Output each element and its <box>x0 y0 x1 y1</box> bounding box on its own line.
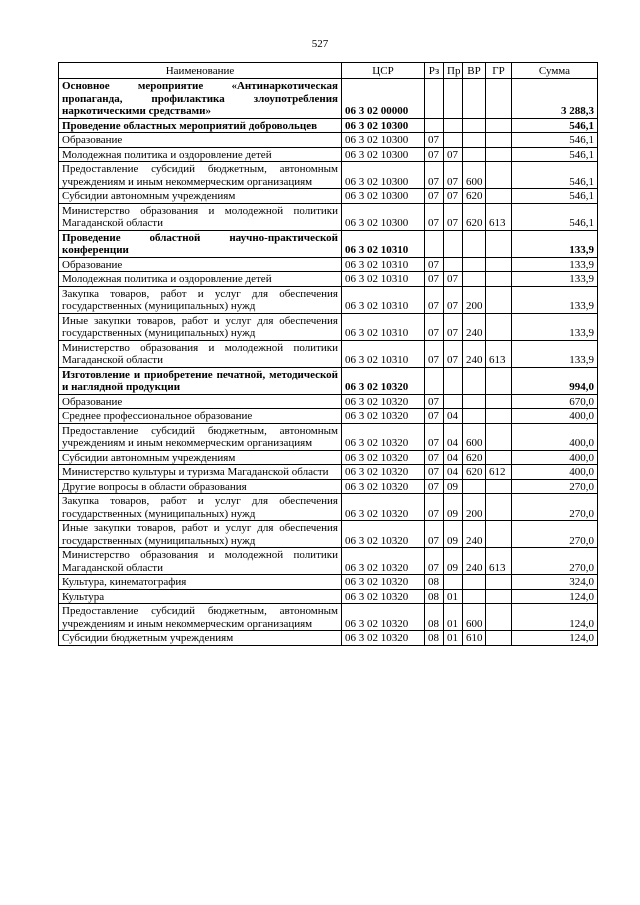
cell-pr: 09 <box>444 521 463 548</box>
cell-csr: 06 3 02 10310 <box>342 257 425 272</box>
cell-rz: 07 <box>425 189 444 204</box>
table-row <box>59 203 598 230</box>
cell-csr: 06 3 02 10320 <box>342 409 425 424</box>
cell-gr <box>486 118 512 133</box>
cell-name: Проведение областных мероприятий добровольцев <box>59 118 342 133</box>
table-row <box>59 162 598 189</box>
cell-csr: 06 3 02 10300 <box>342 133 425 148</box>
cell-gr <box>486 409 512 424</box>
table-row <box>59 465 598 480</box>
header-rz: Рз <box>425 63 444 79</box>
cell-rz <box>425 79 444 119</box>
cell-gr <box>486 394 512 409</box>
cell-gr <box>486 450 512 465</box>
cell-sum: 546,1 <box>512 147 598 162</box>
cell-rz <box>425 230 444 257</box>
cell-sum: 133,9 <box>512 340 598 367</box>
header-gr: ГР <box>486 63 512 79</box>
cell-gr <box>486 313 512 340</box>
cell-pr: 01 <box>444 604 463 631</box>
cell-gr <box>486 631 512 646</box>
cell-name: Субсидии автономным учреждениям <box>59 450 342 465</box>
cell-name: Образование <box>59 133 342 148</box>
table-row <box>59 79 598 119</box>
cell-gr: 613 <box>486 340 512 367</box>
cell-name: Образование <box>59 257 342 272</box>
cell-pr <box>444 133 463 148</box>
cell-pr: 01 <box>444 589 463 604</box>
table-row <box>59 313 598 340</box>
cell-vr: 620 <box>463 189 486 204</box>
cell-csr: 06 3 02 10310 <box>342 230 425 257</box>
cell-pr <box>444 118 463 133</box>
table-row <box>59 631 598 646</box>
cell-sum: 133,9 <box>512 257 598 272</box>
table-row <box>59 575 598 590</box>
cell-name: Культура, кинематография <box>59 575 342 590</box>
cell-sum: 270,0 <box>512 479 598 494</box>
cell-gr <box>486 257 512 272</box>
table-row <box>59 521 598 548</box>
cell-vr: 620 <box>463 450 486 465</box>
table-row <box>59 450 598 465</box>
header-vr: ВР <box>463 63 486 79</box>
cell-pr <box>444 79 463 119</box>
cell-rz: 07 <box>425 394 444 409</box>
cell-pr: 07 <box>444 272 463 287</box>
cell-csr: 06 3 02 10320 <box>342 394 425 409</box>
cell-csr: 06 3 02 10300 <box>342 189 425 204</box>
cell-vr <box>463 79 486 119</box>
cell-vr: 620 <box>463 203 486 230</box>
cell-gr <box>486 423 512 450</box>
cell-name: Закупка товаров, работ и услуг для обеспечения государственных (муниципальных) нужд <box>59 286 342 313</box>
cell-name: Проведение областной научно-практической конференции <box>59 230 342 257</box>
cell-sum: 3 288,3 <box>512 79 598 119</box>
cell-sum: 546,1 <box>512 162 598 189</box>
cell-pr: 07 <box>444 162 463 189</box>
table-row <box>59 394 598 409</box>
cell-sum: 546,1 <box>512 189 598 204</box>
cell-pr <box>444 394 463 409</box>
cell-gr <box>486 147 512 162</box>
cell-csr: 06 3 02 10320 <box>342 604 425 631</box>
cell-name: Среднее профессиональное образование <box>59 409 342 424</box>
cell-sum: 133,9 <box>512 230 598 257</box>
cell-csr: 06 3 02 10310 <box>342 313 425 340</box>
cell-csr: 06 3 02 10320 <box>342 548 425 575</box>
table-row <box>59 147 598 162</box>
cell-rz: 07 <box>425 423 444 450</box>
cell-csr: 06 3 02 10310 <box>342 272 425 287</box>
cell-csr: 06 3 02 00000 <box>342 79 425 119</box>
cell-pr: 04 <box>444 450 463 465</box>
cell-rz: 07 <box>425 133 444 148</box>
cell-pr: 07 <box>444 313 463 340</box>
cell-sum: 546,1 <box>512 118 598 133</box>
cell-gr <box>486 162 512 189</box>
cell-csr: 06 3 02 10320 <box>342 479 425 494</box>
cell-vr: 240 <box>463 548 486 575</box>
page-number: 527 <box>311 38 329 50</box>
cell-name: Молодежная политика и оздоровление детей <box>59 147 342 162</box>
cell-gr <box>486 494 512 521</box>
cell-name: Закупка товаров, работ и услуг для обеспечения государственных (муниципальных) нужд <box>59 494 342 521</box>
cell-name: Иные закупки товаров, работ и услуг для обеспечения государственных (муниципальных) нужд <box>59 313 342 340</box>
cell-pr <box>444 575 463 590</box>
cell-sum: 400,0 <box>512 465 598 480</box>
cell-rz: 07 <box>425 450 444 465</box>
cell-name: Субсидии бюджетным учреждениям <box>59 631 342 646</box>
cell-sum: 546,1 <box>512 133 598 148</box>
table-row <box>59 409 598 424</box>
cell-gr <box>486 521 512 548</box>
cell-rz: 08 <box>425 631 444 646</box>
cell-name: Субсидии автономным учреждениям <box>59 189 342 204</box>
table-row <box>59 548 598 575</box>
table-row <box>59 423 598 450</box>
cell-vr: 240 <box>463 521 486 548</box>
cell-name: Образование <box>59 394 342 409</box>
header-pr: Пр <box>444 63 463 79</box>
cell-gr <box>486 367 512 394</box>
cell-pr: 04 <box>444 423 463 450</box>
cell-gr <box>486 230 512 257</box>
cell-vr <box>463 133 486 148</box>
cell-rz <box>425 367 444 394</box>
cell-rz: 07 <box>425 286 444 313</box>
cell-csr: 06 3 02 10320 <box>342 521 425 548</box>
table-row <box>59 340 598 367</box>
cell-rz: 07 <box>425 479 444 494</box>
cell-vr: 240 <box>463 340 486 367</box>
cell-name: Иные закупки товаров, работ и услуг для обеспечения государственных (муниципальных) нужд <box>59 521 342 548</box>
cell-rz: 07 <box>425 272 444 287</box>
cell-vr <box>463 479 486 494</box>
table-row <box>59 286 598 313</box>
cell-rz: 07 <box>425 340 444 367</box>
cell-vr: 200 <box>463 286 486 313</box>
cell-csr: 06 3 02 10320 <box>342 423 425 450</box>
cell-name: Предоставление субсидий бюджетным, автономным учреждениям и иным некоммерческим организациям <box>59 162 342 189</box>
cell-pr: 01 <box>444 631 463 646</box>
cell-rz: 07 <box>425 494 444 521</box>
cell-gr <box>486 272 512 287</box>
cell-gr <box>486 79 512 119</box>
cell-csr: 06 3 02 10320 <box>342 367 425 394</box>
cell-csr: 06 3 02 10310 <box>342 340 425 367</box>
cell-rz: 07 <box>425 409 444 424</box>
cell-rz: 07 <box>425 147 444 162</box>
cell-sum: 133,9 <box>512 313 598 340</box>
cell-name: Культура <box>59 589 342 604</box>
cell-sum: 133,9 <box>512 272 598 287</box>
table-row <box>59 494 598 521</box>
cell-gr <box>486 575 512 590</box>
cell-gr <box>486 589 512 604</box>
cell-name: Другие вопросы в области образования <box>59 479 342 494</box>
cell-pr: 04 <box>444 465 463 480</box>
table-row <box>59 367 598 394</box>
cell-sum: 270,0 <box>512 521 598 548</box>
cell-sum: 124,0 <box>512 631 598 646</box>
cell-csr: 06 3 02 10300 <box>342 203 425 230</box>
cell-gr: 613 <box>486 548 512 575</box>
header-sum: Сумма <box>512 63 598 79</box>
cell-sum: 270,0 <box>512 494 598 521</box>
cell-vr <box>463 118 486 133</box>
cell-rz: 07 <box>425 313 444 340</box>
cell-pr: 09 <box>444 548 463 575</box>
cell-rz: 07 <box>425 162 444 189</box>
cell-rz: 08 <box>425 604 444 631</box>
table-row <box>59 133 598 148</box>
cell-csr: 06 3 02 10320 <box>342 589 425 604</box>
cell-vr <box>463 394 486 409</box>
cell-gr <box>486 286 512 313</box>
cell-rz: 07 <box>425 521 444 548</box>
cell-rz: 07 <box>425 465 444 480</box>
cell-gr <box>486 189 512 204</box>
cell-gr: 613 <box>486 203 512 230</box>
cell-name: Изготовление и приобретение печатной, методической и наглядной продукции <box>59 367 342 394</box>
cell-rz: 07 <box>425 257 444 272</box>
cell-gr: 612 <box>486 465 512 480</box>
table-row <box>59 589 598 604</box>
cell-sum: 400,0 <box>512 450 598 465</box>
cell-pr <box>444 367 463 394</box>
cell-vr <box>463 230 486 257</box>
table-row <box>59 479 598 494</box>
cell-pr: 07 <box>444 286 463 313</box>
cell-pr <box>444 230 463 257</box>
cell-pr <box>444 257 463 272</box>
cell-name: Предоставление субсидий бюджетным, автономным учреждениям и иным некоммерческим организациям <box>59 423 342 450</box>
cell-rz <box>425 118 444 133</box>
cell-sum: 400,0 <box>512 409 598 424</box>
cell-rz: 08 <box>425 575 444 590</box>
cell-sum: 400,0 <box>512 423 598 450</box>
cell-gr <box>486 479 512 494</box>
cell-vr: 600 <box>463 162 486 189</box>
table-row <box>59 272 598 287</box>
cell-sum: 324,0 <box>512 575 598 590</box>
cell-vr: 200 <box>463 494 486 521</box>
cell-sum: 124,0 <box>512 604 598 631</box>
cell-gr <box>486 604 512 631</box>
table-row <box>59 230 598 257</box>
cell-name: Министерство образования и молодежной политики Магаданской области <box>59 203 342 230</box>
cell-rz: 08 <box>425 589 444 604</box>
cell-vr: 240 <box>463 313 486 340</box>
cell-vr <box>463 257 486 272</box>
table-row <box>59 257 598 272</box>
table-header-row <box>59 63 598 79</box>
cell-vr <box>463 367 486 394</box>
cell-name: Министерство культуры и туризма Магаданской области <box>59 465 342 480</box>
cell-csr: 06 3 02 10300 <box>342 147 425 162</box>
cell-gr <box>486 133 512 148</box>
cell-csr: 06 3 02 10320 <box>342 631 425 646</box>
cell-pr: 07 <box>444 147 463 162</box>
cell-vr <box>463 589 486 604</box>
cell-csr: 06 3 02 10310 <box>342 286 425 313</box>
cell-pr: 09 <box>444 479 463 494</box>
cell-csr: 06 3 02 10320 <box>342 494 425 521</box>
cell-sum: 546,1 <box>512 203 598 230</box>
cell-vr: 600 <box>463 604 486 631</box>
cell-pr: 07 <box>444 340 463 367</box>
cell-sum: 670,0 <box>512 394 598 409</box>
cell-vr <box>463 272 486 287</box>
cell-pr: 04 <box>444 409 463 424</box>
cell-csr: 06 3 02 10300 <box>342 118 425 133</box>
budget-table <box>58 62 598 646</box>
cell-vr <box>463 147 486 162</box>
cell-sum: 270,0 <box>512 548 598 575</box>
cell-vr: 600 <box>463 423 486 450</box>
cell-pr: 07 <box>444 189 463 204</box>
cell-csr: 06 3 02 10320 <box>342 575 425 590</box>
cell-sum: 124,0 <box>512 589 598 604</box>
cell-pr: 07 <box>444 203 463 230</box>
cell-name: Основное мероприятие «Антинаркотическая пропаганда, профилактика злоупотребления наркотическими средствами» <box>59 79 342 119</box>
cell-name: Министерство образования и молодежной политики Магаданской области <box>59 340 342 367</box>
cell-vr: 620 <box>463 465 486 480</box>
cell-name: Министерство образования и молодежной политики Магаданской области <box>59 548 342 575</box>
cell-vr: 610 <box>463 631 486 646</box>
cell-name: Предоставление субсидий бюджетным, автономным учреждениям и иным некоммерческим организациям <box>59 604 342 631</box>
cell-sum: 133,9 <box>512 286 598 313</box>
table-row <box>59 118 598 133</box>
cell-csr: 06 3 02 10320 <box>342 465 425 480</box>
header-csr: ЦСР <box>342 63 425 79</box>
cell-vr <box>463 409 486 424</box>
header-name: Наименование <box>59 63 342 79</box>
cell-name: Молодежная политика и оздоровление детей <box>59 272 342 287</box>
cell-rz: 07 <box>425 548 444 575</box>
cell-sum: 994,0 <box>512 367 598 394</box>
table-row <box>59 604 598 631</box>
cell-rz: 07 <box>425 203 444 230</box>
cell-csr: 06 3 02 10300 <box>342 162 425 189</box>
cell-vr <box>463 575 486 590</box>
cell-pr: 09 <box>444 494 463 521</box>
table-row <box>59 189 598 204</box>
cell-csr: 06 3 02 10320 <box>342 450 425 465</box>
